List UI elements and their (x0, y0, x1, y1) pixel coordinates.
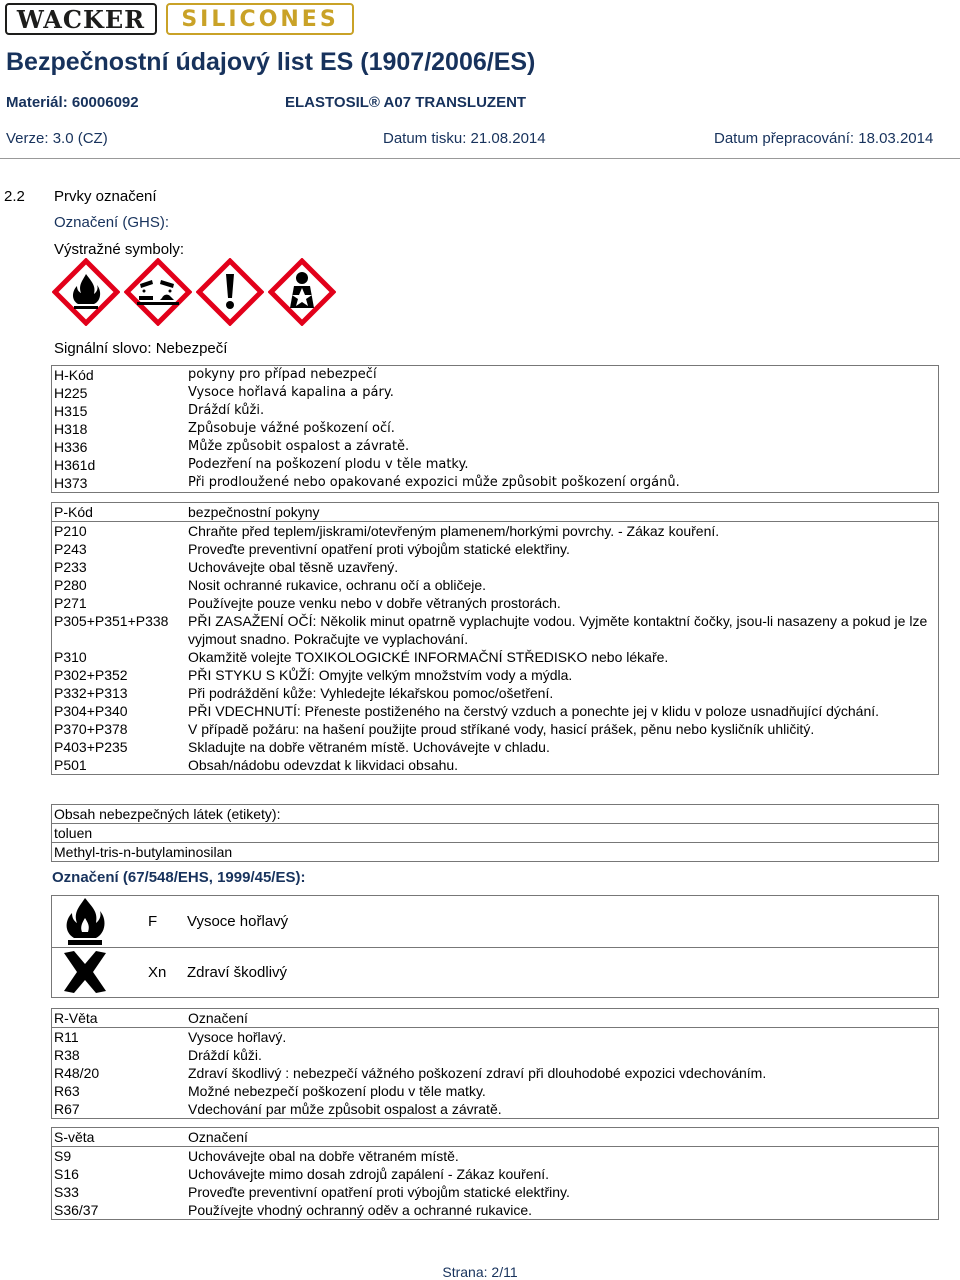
table-row (52, 1064, 938, 1082)
p-text: PŘI ZASAŽENÍ OČÍ: Několik minut opatrně vyplachujte vodou. Vyjměte kontaktní čočky, jsou-li nasazeny a pokud je lze vyjmout snadno. Pokračujte ve vyplachování. (188, 613, 928, 647)
page-number: Strana: 2/11 (442, 1264, 518, 1280)
table-row (52, 666, 938, 684)
substance-item: Methyl-tris-n-butylaminosilan (52, 842, 938, 861)
x-cross-icon (60, 949, 110, 995)
material-number: Materiál: 60006092 (6, 94, 139, 111)
table-row (52, 1147, 938, 1165)
symbol-code: F (148, 913, 158, 930)
p-text: V případě požáru: na hašení použijte proud stříkané vody, hasicí prášek, pěnu nebo kysličník uhličitý. (188, 721, 815, 737)
h-text: Při prodloužené nebo opakované expozici může způsobit poškození orgánů. (188, 475, 680, 490)
p-text: Proveďte preventivní opatření proti výbojům statické elektřiny. (188, 541, 570, 557)
table-header (52, 1009, 938, 1028)
symbols-label: Výstražné symboly: (54, 241, 185, 258)
h-code-header: H-Kód (54, 367, 94, 383)
p-code: P304+P340 (54, 703, 128, 719)
table-row (52, 702, 938, 720)
p-code-header: P-Kód (54, 504, 93, 520)
p-text: PŘI VDECHNUTÍ: Přeneste postiženého na čerstvý vzduch a ponechte jej v klidu v poloze usnadňující dýchání. (188, 703, 880, 719)
p-text: Používejte pouze venku nebo v dobře větraných prostorách. (188, 595, 561, 611)
p-text-header: bezpečnostní pokyny (188, 504, 320, 520)
symbol-text: Zdraví škodlivý (187, 964, 288, 981)
r-code: R63 (54, 1083, 80, 1099)
r-text: Možné nebezpečí poškození plodu v těle matky. (188, 1083, 486, 1099)
table-row (52, 738, 938, 756)
p-text: Nosit ochranné rukavice, ochranu očí a obličeje. (188, 577, 487, 593)
table-row (52, 420, 938, 438)
table-row (52, 684, 938, 702)
table-row (52, 540, 938, 558)
h-text: Způsobuje vážné poškození očí. (188, 421, 395, 436)
symbol-code: Xn (148, 964, 167, 981)
table-row (52, 456, 938, 474)
table-row (52, 612, 938, 648)
h-code: H225 (54, 385, 88, 401)
h-code: H373 (54, 475, 88, 491)
exclamation-icon (196, 258, 264, 326)
p-code: P302+P352 (54, 667, 128, 683)
table-row (52, 576, 938, 594)
r-text-header: Označení (188, 1010, 248, 1026)
section-title: Prvky označení (54, 188, 157, 205)
eu-symbols-table (51, 895, 939, 998)
r-text: Vdechování par může způsobit ospalost a závratě. (188, 1101, 502, 1117)
hazardous-substances-box (51, 804, 939, 862)
r-phrases-table (51, 1008, 939, 1119)
ghs-pictograms (52, 258, 336, 326)
flame-icon (58, 896, 112, 947)
symbol-text: Vysoce hořlavý (187, 913, 289, 930)
version: Verze: 3.0 (CZ) (6, 130, 108, 147)
silicones-logo: SILICONES (166, 3, 354, 35)
r-text: Zdraví škodlivý : nebezpečí vážného poškození zdraví při dlouhodobé expozici vdechováním. (188, 1065, 767, 1081)
h-code: H336 (54, 439, 88, 455)
r-text: Dráždí kůži. (188, 1047, 262, 1063)
hazardous-label: Obsah nebezpečných látek (etikety): (54, 806, 281, 822)
r-code-header: R-Věta (54, 1010, 98, 1026)
table-row (52, 756, 938, 774)
p-text: Okamžitě volejte TOXIKOLOGICKÉ INFORMAČNÍ STŘEDISKO nebo lékaře. (188, 649, 669, 665)
h-statements-table (51, 365, 939, 493)
signal-word: Signální slovo: Nebezpečí (54, 340, 228, 357)
p-code: P310 (54, 649, 87, 665)
table-header (52, 1128, 938, 1147)
document-title: Bezpečnostní údajový list ES (1907/2006/ES) (6, 48, 536, 76)
p-code: P370+P378 (54, 721, 128, 737)
p-text: Chraňte před teplem/jiskrami/otevřeným plamenem/horkými povrchy. - Zákaz kouření. (188, 523, 720, 539)
table-row (52, 1028, 938, 1046)
table-row (52, 438, 938, 456)
s-text: Uchovávejte obal na dobře větraném místě. (188, 1148, 459, 1164)
wacker-logo: WACKER (5, 3, 157, 35)
table-row (52, 1183, 938, 1201)
p-code: P243 (54, 541, 87, 557)
h-code: H315 (54, 403, 88, 419)
section-number: 2.2 (4, 188, 25, 205)
table-row (52, 558, 938, 576)
s-code: S33 (54, 1184, 79, 1200)
h-text-header: pokyny pro případ nebezpečí (188, 367, 377, 382)
health-hazard-icon (268, 258, 336, 326)
p-text: Skladujte na dobře větraném místě. Uchovávejte v chladu. (188, 739, 550, 755)
p-code: P210 (54, 523, 87, 539)
eu-label: Označení (67/548/EHS, 1999/45/ES): (52, 869, 306, 886)
revision-date: Datum přepracování: 18.03.2014 (714, 130, 934, 147)
p-text: PŘI STYKU S KŮŽÍ: Omyjte velkým množstvím vody a mýdla. (188, 667, 573, 683)
table-row (52, 720, 938, 738)
table-row (52, 648, 938, 666)
h-text: Podezření na poškození plodu v těle matky. (188, 457, 469, 472)
s-text-header: Označení (188, 1129, 248, 1145)
h-text: Dráždí kůži. (188, 403, 265, 418)
table-header (52, 503, 938, 522)
table-row (52, 1082, 938, 1100)
corrosion-icon (124, 258, 192, 326)
r-code: R38 (54, 1047, 80, 1063)
p-code: P233 (54, 559, 87, 575)
p-code: P501 (54, 757, 87, 773)
r-code: R48/20 (54, 1065, 100, 1081)
s-code: S36/37 (54, 1202, 99, 1218)
header-divider (0, 158, 960, 159)
table-row (52, 522, 938, 540)
p-text: Obsah/nádobu odevzdat k likvidaci obsahu. (188, 757, 459, 773)
s-text: Proveďte preventivní opatření proti výbojům statické elektřiny. (188, 1184, 570, 1200)
p-code: P280 (54, 577, 87, 593)
h-code: H361d (54, 457, 96, 473)
table-row (52, 402, 938, 420)
table-row (52, 1201, 938, 1219)
table-row (52, 1165, 938, 1183)
r-code: R67 (54, 1101, 80, 1117)
s-code: S9 (54, 1148, 72, 1164)
eu-symbol-row (52, 947, 938, 998)
print-date: Datum tisku: 21.08.2014 (383, 130, 546, 147)
p-code: P403+P235 (54, 739, 128, 755)
s-code-header: S-věta (54, 1129, 95, 1145)
table-row (52, 594, 938, 612)
h-text: Vysoce hořlavá kapalina a páry. (188, 385, 394, 400)
s-text: Používejte vhodný ochranný oděv a ochranné rukavice. (188, 1202, 532, 1218)
table-row (52, 384, 938, 402)
eu-symbol-row (52, 896, 938, 948)
table-header (52, 366, 938, 384)
flame-icon (52, 258, 120, 326)
s-code: S16 (54, 1166, 79, 1182)
p-statements-table (51, 502, 939, 775)
r-code: R11 (54, 1029, 79, 1045)
table-row (52, 474, 938, 492)
s-text: Uchovávejte mimo dosah zdrojů zapálení - Zákaz kouření. (188, 1166, 550, 1182)
h-code: H318 (54, 421, 88, 437)
p-code: P271 (54, 595, 87, 611)
p-code: P305+P351+P338 (54, 613, 169, 629)
h-text: Může způsobit ospalost a závratě. (188, 439, 410, 454)
ghs-label: Označení (GHS): (54, 214, 170, 231)
substance-item: toluen (52, 823, 938, 842)
table-row (52, 1046, 938, 1064)
p-text: Při podráždění kůže: Vyhledejte lékařskou pomoc/ošetření. (188, 685, 554, 701)
p-text: Uchovávejte obal těsně uzavřený. (188, 559, 399, 575)
s-phrases-table (51, 1127, 939, 1220)
product-name: ELASTOSIL® A07 TRANSLUZENT (285, 94, 527, 111)
r-text: Vysoce hořlavý. (188, 1029, 287, 1045)
p-code: P332+P313 (54, 685, 128, 701)
table-row (52, 1100, 938, 1118)
